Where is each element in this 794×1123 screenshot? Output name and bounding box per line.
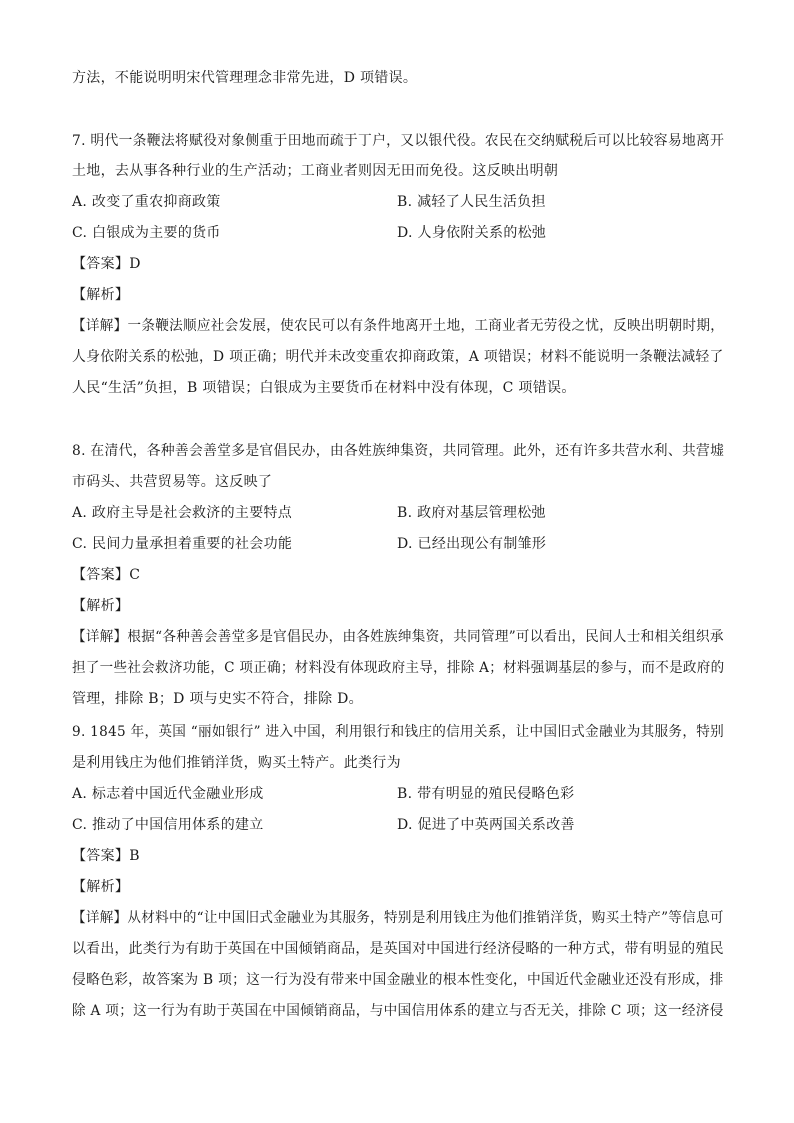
q8-option-c: C. 民间力量承担着重要的社会功能 — [72, 536, 293, 552]
q9-stem-line-1: 9. 1845 年，英国 “丽如银行” 进入中国，利用银行和钱庄的信用关系，让中国旧式金融业为其服务，特别 — [72, 724, 724, 740]
q9-detail-line-1: 【详解】从材料中的“让中国旧式金融业为其服务，特别是利用钱庄为他们推销洋货，购买土特产”等信息可 — [72, 910, 724, 926]
q7-stem-line-2: 土地，去从事各种行业的生产活动；工商业者则因无田而免役。这反映出明朝 — [72, 163, 559, 179]
q8-stem-line-1: 8. 在清代，各种善会善堂多是官倡民办，由各姓族绅集资，共同管理。此外，还有许多共营水利、共营墟 — [72, 443, 725, 459]
q8-analysis-heading: 【解析】 — [72, 598, 130, 614]
q8-detail-line-2: 担了一些社会救济功能，C 项正确；材料没有体现政府主导，排除 A；材料强调基层的参与，而不是政府的 — [72, 660, 725, 676]
q8-option-a: A. 政府主导是社会救济的主要特点 — [72, 505, 293, 521]
q9-option-d: D. 促进了中英两国关系改善 — [397, 817, 575, 833]
q8-answer: 【答案】C — [72, 567, 141, 583]
q9-analysis-heading: 【解析】 — [72, 879, 130, 895]
q9-answer: 【答案】B — [72, 848, 140, 864]
q7-detail-line-3: 人民“生活”负担，B 项错误；白银成为主要货币在材料中没有体现，C 项错误。 — [72, 380, 576, 396]
q9-detail-line-3: 侵略色彩，故答案为 B 项；这一行为没有带来中国金融业的根本性变化，中国近代金融业还没有形成，排 — [72, 972, 724, 988]
q7-analysis-heading: 【解析】 — [72, 287, 130, 303]
q7-detail-line-1: 【详解】一条鞭法顺应社会发展，使农民可以有条件地离开土地，工商业者无劳役之忧，反映出明朝时期， — [72, 318, 725, 334]
q8-option-d: D. 已经出现公有制雏形 — [397, 536, 547, 552]
q8-detail-line-3: 管理，排除 B；D 项与史实不符合，排除 D。 — [72, 691, 363, 707]
q7-option-d: D. 人身依附关系的松弛 — [397, 225, 547, 241]
q7-detail-line-2: 人身依附关系的松弛，D 项正确；明代并未改变重农抑商政策，A 项错误；材料不能说明一条鞭法减轻了 — [72, 349, 724, 365]
q9-option-b: B. 带有明显的殖民侵略色彩 — [397, 786, 575, 802]
q7-option-a: A. 改变了重农抑商政策 — [72, 194, 221, 210]
q9-detail-line-2: 以看出，此类行为有助于英国在中国倾销商品，是英国对中国进行经济侵略的一种方式，带有明显的殖民 — [72, 941, 724, 957]
q9-stem-line-2: 是利用钱庄为他们推销洋货，购买土特产。此类行为 — [72, 755, 401, 771]
q8-option-b: B. 政府对基层管理松弛 — [397, 505, 546, 521]
q8-stem-line-2: 市码头、共营贸易等。这反映了 — [72, 474, 273, 490]
q8-detail-line-1: 【详解】根据“各种善会善堂多是官倡民办，由各姓族绅集资，共同管理”可以看出，民间人士和相关组织承 — [72, 629, 724, 645]
q9-detail-line-4: 除 A 项；这一行为有助于英国在中国倾销商品，与中国信用体系的建立与否无关，排除 C 项；这一经济侵 — [72, 1003, 724, 1019]
q9-option-c: C. 推动了中国信用体系的建立 — [72, 817, 264, 833]
q7-option-c: C. 白银成为主要的货币 — [72, 225, 221, 241]
q7-option-b: B. 减轻了人民生活负担 — [397, 194, 546, 210]
q7-answer: 【答案】D — [72, 256, 141, 272]
intro-line: 方法，不能说明明宋代管理理念非常先进，D 项错误。 — [72, 70, 418, 86]
q9-option-a: A. 标志着中国近代金融业形成 — [72, 786, 264, 802]
q7-stem-line-1: 7. 明代一条鞭法将赋役对象侧重于田地而疏于丁户，又以银代役。农民在交纳赋税后可以比较容易地离开 — [72, 133, 725, 149]
